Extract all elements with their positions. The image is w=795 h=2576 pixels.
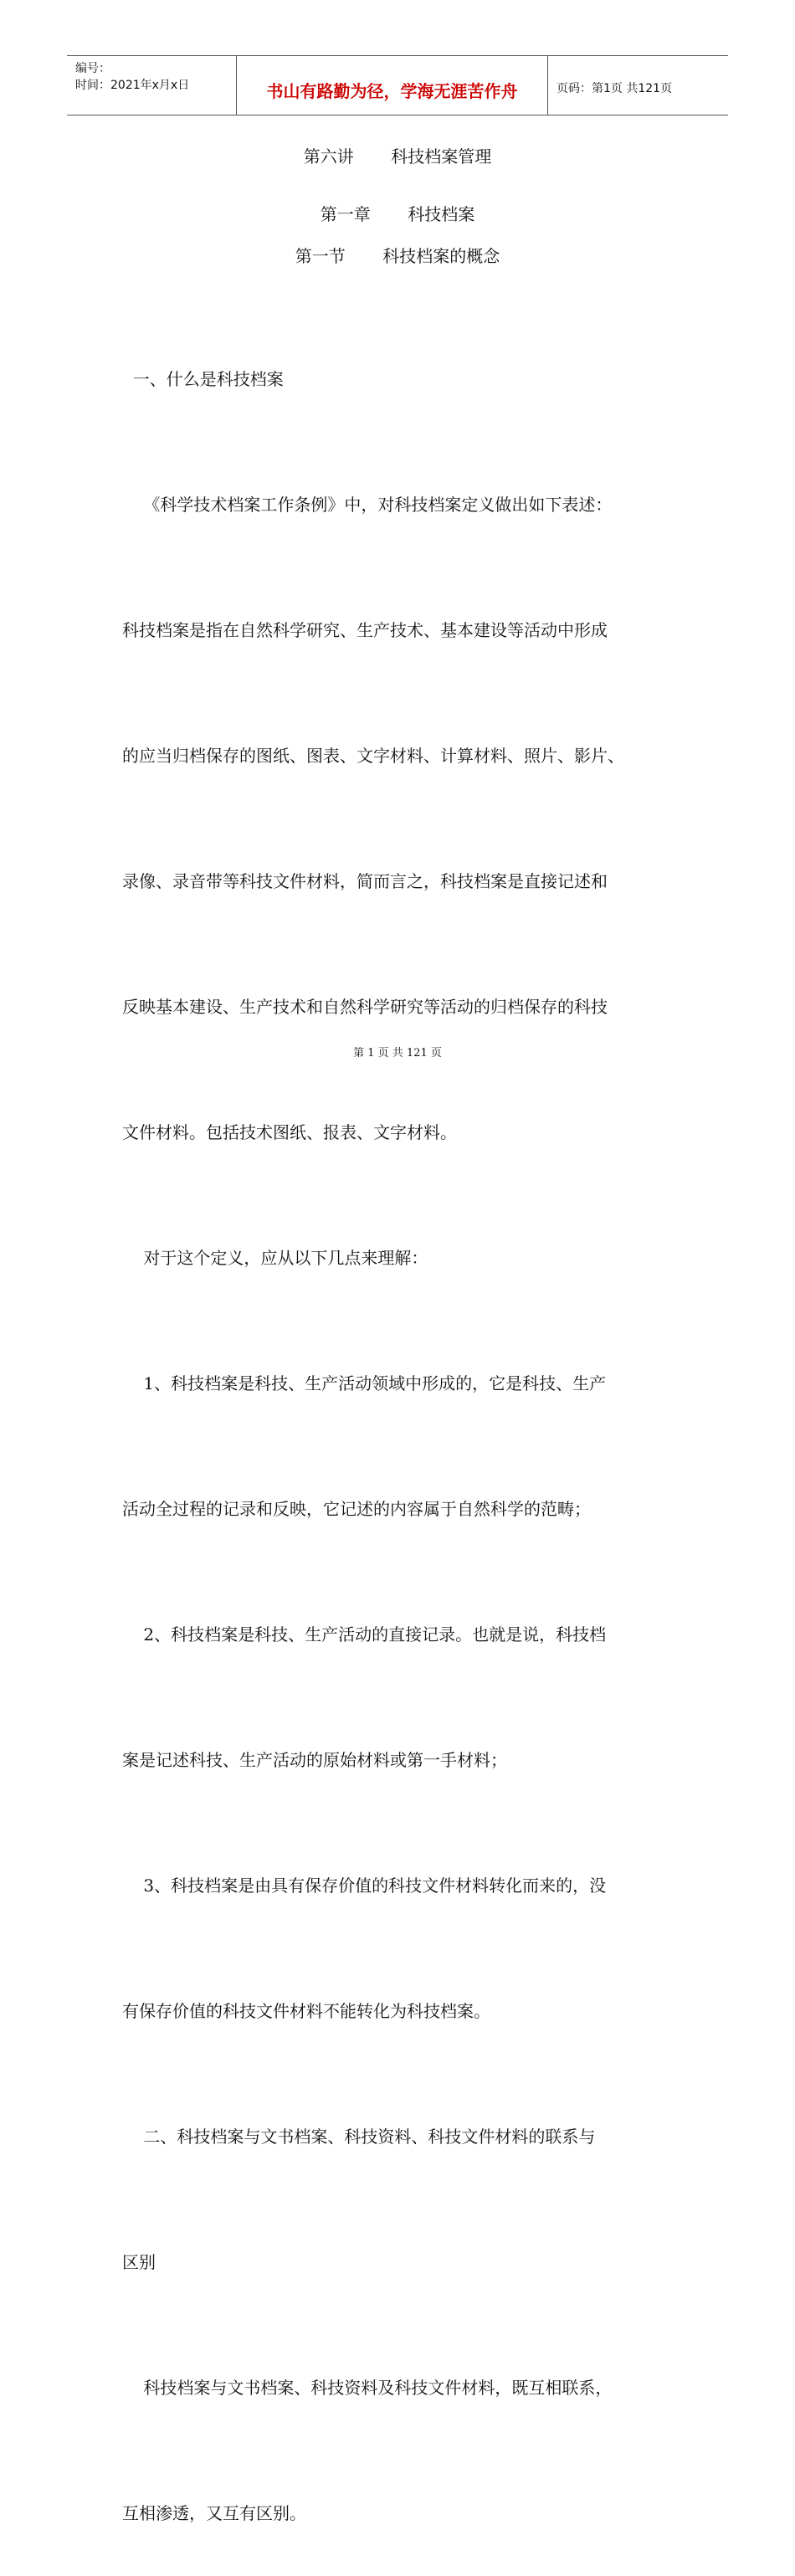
body-line: 互相渗透，又互有区别。 [122,2503,306,2523]
body-line: 3、科技档案是由具有保存价值的科技文件材料转化而来的，没 [122,1876,607,1896]
body-line: 科技档案是指在自然科学研究、生产技术、基本建设等活动中形成 [122,620,608,640]
header-motto: 书山有路勤为径，学海无涯苦作舟 [266,81,518,101]
body-line: 区别 [122,2252,156,2272]
body-line: 1、科技档案是科技、生产活动领域中形成的，它是科技、生产 [122,1373,607,1393]
body-line: 的应当归档保存的图纸、图表、文字材料、计算材料、照片、影片、 [122,746,624,766]
header-page-code: 页码：第1页 共121页 [556,82,673,95]
body-line: 文件材料。包括技术图纸、报表、文字材料。 [122,1122,457,1142]
document-header [67,55,728,115]
document-date-label: 时间：2021年x月x日 [75,79,190,92]
body-text [122,275,700,2576]
body-line: 活动全过程的记录和反映，它记述的内容属于自然科学的范畴； [122,1499,591,1519]
header-page-cell [548,56,728,115]
chapter-title: 第一章 科技档案 [320,204,475,224]
body-line: 录像、录音带等科技文件材料，简而言之，科技档案是直接记述和 [122,871,608,891]
body-line: 《科学技术档案工作条例》中，对科技档案定义做出如下表述： [122,495,613,515]
body-line: 一、什么是科技档案 [122,369,284,389]
body-line: 对于这个定义，应从以下几点来理解： [122,1248,428,1268]
body-line: 案是记述科技、生产活动的原始材料或第一手材料； [122,1750,507,1770]
lecture-title: 第六讲 科技档案管理 [303,146,492,167]
body-line: 二、科技档案与文书档案、科技资料、科技文件材料的联系与 [122,2127,596,2147]
header-info-cell [67,56,237,115]
body-line: 反映基本建设、生产技术和自然科学研究等活动的归档保存的科技 [122,997,608,1017]
page-footer: 第 1 页 共 121 页 [353,1047,442,1060]
body-line: 科技档案与文书档案、科技资料及科技文件材料，既互相联系， [122,2378,613,2398]
section-title: 第一节 科技档案的概念 [295,246,500,266]
header-motto-cell [237,56,548,115]
body-line: 有保存价值的科技文件材料不能转化为科技档案。 [122,2001,490,2021]
body-line: 2、科技档案是科技、生产活动的直接记录。也就是说，科技档 [122,1624,607,1645]
document-number-label: 编号： [75,62,110,75]
